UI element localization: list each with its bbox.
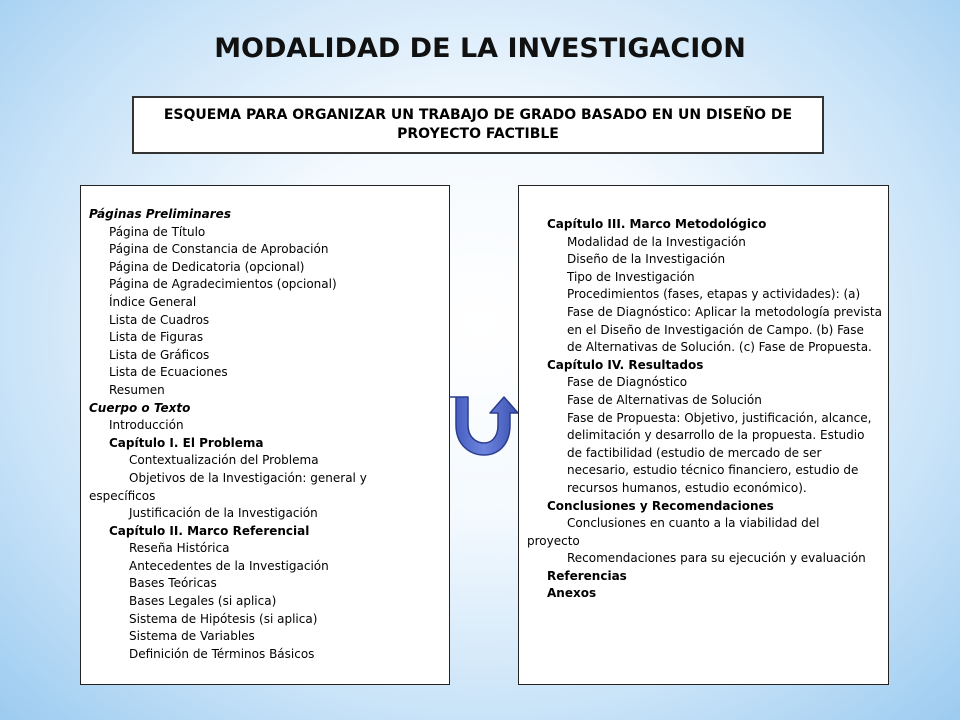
outline-item: Sistema de Variables xyxy=(129,629,255,644)
left-outline-panel xyxy=(80,185,450,685)
section-heading: Páginas Preliminares xyxy=(89,207,231,221)
outline-item: Página de Agradecimientos (opcional) xyxy=(109,277,337,292)
subtitle-box xyxy=(132,96,824,154)
outline-item: Fase de Alternativas de Solución xyxy=(567,392,762,407)
outline-item: Tipo de Investigación xyxy=(567,269,695,284)
chapter-heading: Conclusiones y Recomendaciones xyxy=(547,498,774,513)
section-heading: Cuerpo o Texto xyxy=(89,400,191,415)
outline-item: Diseño de la Investigación xyxy=(567,252,726,267)
outline-item: Modalidad de la Investigación xyxy=(567,234,746,249)
chapter-heading: Capítulo I. El Problema xyxy=(109,435,264,450)
outline-item: Procedimientos (fases, etapas y actividades): (a) Fase de Diagnóstico: Aplicar la metodología prevista en el Diseño de Investigación de Campo. (b) Fase de Alternativas de Solución. (c) Fase de Propuesta. xyxy=(567,287,882,355)
chapter-heading: Referencias xyxy=(547,568,627,583)
right-outline-panel xyxy=(518,185,889,685)
outline-item: Sistema de Hipótesis (si aplica) xyxy=(129,611,318,626)
outline-item: Bases Teóricas xyxy=(129,576,217,591)
outline-item: Lista de Cuadros xyxy=(109,312,210,327)
outline-item: Justificación de la Investigación xyxy=(129,506,318,521)
outline-item: Objetivos de la Investigación: general y xyxy=(129,470,367,485)
outline-item: Introducción xyxy=(109,418,184,433)
outline-item: Conclusiones en cuanto a la viabilidad del xyxy=(567,516,820,531)
chapter-heading: Capítulo IV. Resultados xyxy=(547,357,704,372)
outline-item: Fase de Diagnóstico xyxy=(567,375,688,390)
outline-item: Página de Dedicatoria (opcional) xyxy=(109,259,305,274)
outline-item: Recomendaciones para su ejecución y evaluación xyxy=(567,551,866,566)
chapter-heading: Capítulo II. Marco Referencial xyxy=(109,523,310,538)
outline-item: Índice General xyxy=(109,294,197,309)
outline-item: Lista de Gráficos xyxy=(109,347,210,362)
chapter-heading: Anexos xyxy=(547,586,597,601)
outline-item: proyecto xyxy=(527,533,580,548)
chapter-heading: Capítulo III. Marco Metodológico xyxy=(547,217,767,231)
outline-item: Resumen xyxy=(109,382,165,397)
outline-item: Definición de Términos Básicos xyxy=(129,646,315,661)
outline-item: Lista de Figuras xyxy=(109,330,204,345)
outline-item: Antecedentes de la Investigación xyxy=(129,558,329,573)
outline-item: Fase de Propuesta: Objetivo, justificación, alcance, delimitación y desarrollo de la propuesta. Estudio de factibilidad (estudio de mercado de ser necesario, estudio técnico financiero, estudio de recursos humanos, estudio económico). xyxy=(567,410,872,495)
outline-item: Contextualización del Problema xyxy=(129,453,319,468)
outline-item: Reseña Histórica xyxy=(129,541,230,556)
outline-item: Bases Legales (si aplica) xyxy=(129,594,277,609)
subtitle-text: ESQUEMA PARA ORGANIZAR UN TRABAJO DE GRADO BASADO EN UN DISEÑO DE PROYECTO FACTIBLE xyxy=(163,107,793,142)
outline-item: específicos xyxy=(89,488,156,503)
outline-item: Lista de Ecuaciones xyxy=(109,365,228,380)
outline-item: Página de Título xyxy=(109,224,206,239)
outline-item: Página de Constancia de Aprobación xyxy=(109,242,329,257)
page-title: MODALIDAD DE LA INVESTIGACION xyxy=(214,33,746,64)
u-turn-arrow-icon xyxy=(448,395,520,457)
